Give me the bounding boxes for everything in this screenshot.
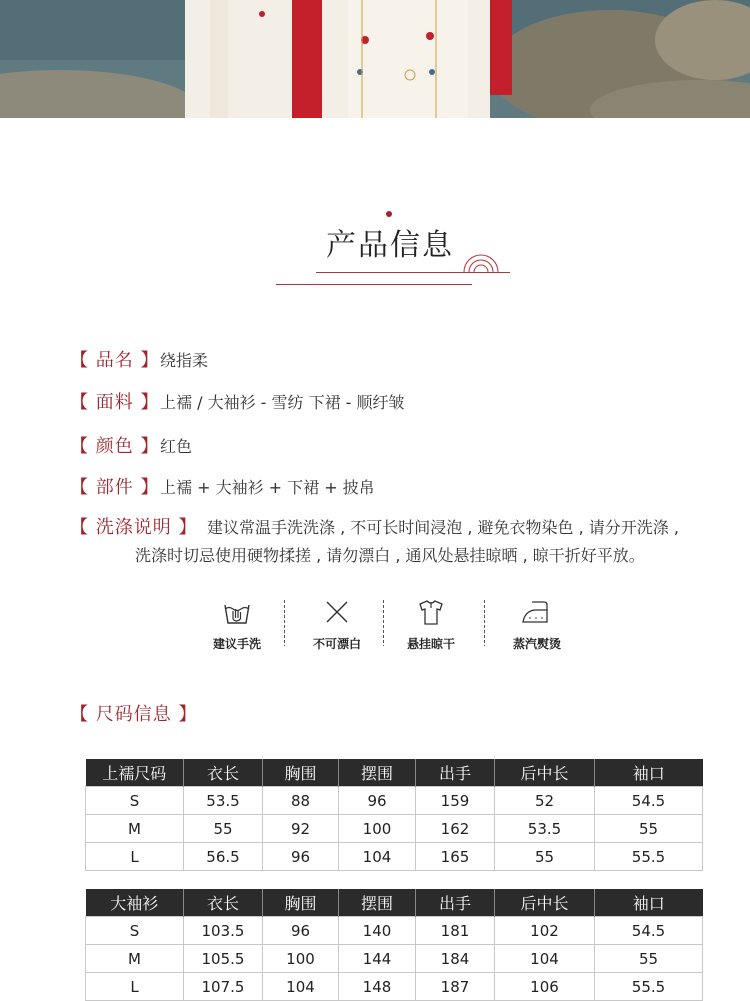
table-cell: 54.5 xyxy=(595,917,703,945)
info-value: 上襦 / 大袖衫 - 雪纺 下裙 - 顺纡皱 xyxy=(160,393,405,412)
table-cell: 55 xyxy=(495,843,595,871)
column-header: 大袖衫 xyxy=(86,889,184,917)
care-divider xyxy=(484,600,485,646)
table-cell: 103.5 xyxy=(184,917,263,945)
product-photo xyxy=(0,0,750,118)
table-cell: 184 xyxy=(416,945,495,973)
wave-ornament-icon xyxy=(460,253,502,273)
care-label: 悬挂晾干 xyxy=(406,637,455,651)
size-table-bottom xyxy=(85,889,703,1001)
table-cell: M xyxy=(86,815,184,843)
table-cell: 53.5 xyxy=(495,815,595,843)
column-header: 袖口 xyxy=(595,759,703,787)
table-row xyxy=(86,787,703,815)
table-cell: 181 xyxy=(416,917,495,945)
table-cell: 148 xyxy=(339,973,416,1001)
care-label: 不可漂白 xyxy=(312,637,361,651)
table-cell: 55 xyxy=(595,945,703,973)
table-row xyxy=(86,815,703,843)
info-label: 【 部件 】 xyxy=(70,477,160,498)
steam-iron-icon xyxy=(520,597,554,627)
section-header xyxy=(0,205,750,295)
size-table-top xyxy=(85,759,703,871)
table-cell: 159 xyxy=(416,787,495,815)
info-label: 【 品名 】 xyxy=(70,350,160,371)
table-cell: 52 xyxy=(495,787,595,815)
table-cell: 102 xyxy=(495,917,595,945)
table-header-row xyxy=(86,759,703,787)
column-header: 胸围 xyxy=(263,759,339,787)
title-divider xyxy=(316,272,510,273)
info-label: 【 颜色 】 xyxy=(70,436,160,457)
care-label: 建议手洗 xyxy=(212,637,261,651)
care-item-hand-wash xyxy=(187,597,287,649)
hand-wash-icon xyxy=(222,597,252,627)
table-cell: 104 xyxy=(263,973,339,1001)
washing-text: 洗涤时切忌使用硬物揉搓 , 请勿漂白 , 通风处悬挂晾晒 , 晾干折好平放。 xyxy=(135,546,645,565)
table-cell: 92 xyxy=(263,815,339,843)
info-value: 绕指柔 xyxy=(160,351,209,370)
table-cell: 165 xyxy=(416,843,495,871)
table-cell: M xyxy=(86,945,184,973)
table-cell: 55 xyxy=(595,815,703,843)
table-cell: L xyxy=(86,843,184,871)
column-header: 衣长 xyxy=(184,759,263,787)
column-header: 摆围 xyxy=(339,759,416,787)
table-cell: 106 xyxy=(495,973,595,1001)
table-cell: 140 xyxy=(339,917,416,945)
table-cell: 105.5 xyxy=(184,945,263,973)
washing-text: 建议常温手洗洗涤 , 不可长时间浸泡 , 避免衣物染色 , 请分开洗涤 , xyxy=(207,518,679,537)
table-row xyxy=(86,843,703,871)
column-header: 后中长 xyxy=(495,889,595,917)
page-title: 产品信息 xyxy=(326,228,454,263)
care-label: 蒸汽熨烫 xyxy=(512,637,561,651)
table-row xyxy=(86,945,703,973)
info-value: 红色 xyxy=(160,437,193,456)
no-bleach-icon xyxy=(322,597,352,627)
table-cell: 144 xyxy=(339,945,416,973)
care-item-steam-iron xyxy=(487,597,587,649)
table-cell: 104 xyxy=(495,945,595,973)
column-header: 胸围 xyxy=(263,889,339,917)
column-header: 出手 xyxy=(416,889,495,917)
table-cell: 96 xyxy=(339,787,416,815)
table-row xyxy=(86,917,703,945)
table-cell: 55.5 xyxy=(595,843,703,871)
table-cell: 53.5 xyxy=(184,787,263,815)
care-divider xyxy=(284,600,285,646)
column-header: 后中长 xyxy=(495,759,595,787)
table-cell: 100 xyxy=(339,815,416,843)
table-cell: 88 xyxy=(263,787,339,815)
size-section-title: 【 尺码信息 】 xyxy=(70,704,198,725)
table-cell: 162 xyxy=(416,815,495,843)
table-cell: 56.5 xyxy=(184,843,263,871)
table-header-row xyxy=(86,889,703,917)
column-header: 摆围 xyxy=(339,889,416,917)
table-cell: 96 xyxy=(263,843,339,871)
table-cell: S xyxy=(86,917,184,945)
column-header: 上襦尺码 xyxy=(86,759,184,787)
table-cell: 104 xyxy=(339,843,416,871)
info-label: 【 洗涤说明 】 xyxy=(70,517,198,538)
table-cell: 107.5 xyxy=(184,973,263,1001)
column-header: 出手 xyxy=(416,759,495,787)
care-item-hang-dry xyxy=(381,597,481,649)
info-label: 【 面料 】 xyxy=(70,392,160,413)
table-cell: 96 xyxy=(263,917,339,945)
table-cell: 55 xyxy=(184,815,263,843)
info-value: 上襦 + 大袖衫 + 下裙 + 披帛 xyxy=(160,478,375,497)
table-cell: 54.5 xyxy=(595,787,703,815)
table-cell: 187 xyxy=(416,973,495,1001)
table-cell: S xyxy=(86,787,184,815)
column-header: 衣长 xyxy=(184,889,263,917)
title-divider xyxy=(276,284,472,285)
table-cell: 100 xyxy=(263,945,339,973)
table-cell: 55.5 xyxy=(595,973,703,1001)
hang-dry-icon xyxy=(416,597,446,627)
title-dot xyxy=(386,211,392,217)
care-item-no-bleach xyxy=(287,597,387,649)
table-row xyxy=(86,973,703,1001)
table-cell: L xyxy=(86,973,184,1001)
column-header: 袖口 xyxy=(595,889,703,917)
